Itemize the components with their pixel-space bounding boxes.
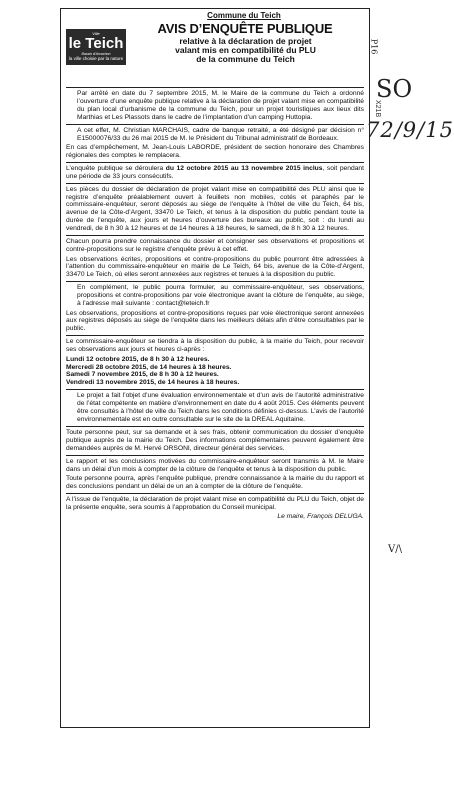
paragraph-electronic: Les observations, propositions et contre-propositions reçues par voie électronique seront annexées aux registres déposés au siège de l’enquête dans les meilleurs délais afin d’être consultables par le public. (66, 309, 364, 333)
logo-sub: Bassin d'Arcachon (81, 52, 111, 56)
logo-name: le Teich (68, 35, 124, 52)
paragraph-consultation-rapport: Toute personne pourra, après l’enquête publique, prendre connaissance à la mairie du du rapport et des conclusions pendant un délai de un an à compter de la clôture de l’enquête. (66, 475, 364, 490)
divider (66, 124, 364, 125)
handwritten-date: 72/9/15 (366, 118, 454, 142)
logo-tagline: la ville choisie par la nature (68, 56, 124, 61)
paragraph-arrete: Par arrêté en date du 7 septembre 2015, M. le Maire de la commune du Teich a ordonné l’ouverture d’une enquête publique relative à la déclaration de projet valant mise en compatibilité du plan local d’urbanisme de la commune du Teich, pour un projet touristiques aux lieux dits Marthias et Les Plassots dans le cadre de l’implantation d’un camping Huttopia. (77, 90, 364, 121)
paragraph-issue: A l’issue de l’enquête, la déclaration de projet valant mise en compatibilité du PLU du Teich, objet de la présente enquête, sera soumis à l’approbation du Conseil municipal. (66, 495, 364, 511)
page-code: P16 (369, 38, 379, 55)
notice-frame (60, 8, 370, 728)
subtitle-line: valant mis en compatibilité du PLU (175, 45, 316, 55)
vertical-reference: X21B (374, 100, 381, 118)
paragraph-observations: Les observations écrites, propositions et contre-propositions du public pourront être adressées à l’attention du commissaire-enquêteur en mairie de Le Teich, 64 bis, avenue de la Côte-d’Argent, 33470 Le Teich, où elles seront annexées aux registres et tenues à la disposition du public. (66, 255, 364, 279)
divider (66, 162, 364, 163)
commune-heading: Commune du Teich (207, 11, 281, 20)
notice-subtitle (143, 37, 348, 64)
divider (66, 455, 364, 456)
paragraph-empechement: En cas d’empêchement, M. Jean-Louis LABORDE, président de section honoraire des Chambres régionales des comptes le remplacera. (66, 144, 364, 159)
dates-period: du 12 octobre 2015 au 13 novembre 2015 inclus (165, 164, 323, 172)
subtitle-line: de la commune du Teich (196, 54, 295, 64)
paragraph-dates (66, 165, 364, 181)
notice-header (61, 9, 369, 81)
handwritten-mark: SO (376, 75, 413, 103)
divider (66, 493, 364, 494)
logo-ville: Ville (92, 31, 100, 36)
divider (66, 389, 364, 390)
divider (66, 281, 364, 282)
dates-pre: L’enquête publique se déroulera (66, 164, 166, 172)
subtitle-line: relative à la déclaration de projet (179, 36, 312, 46)
paragraph-communication: Toute personne peut, sur sa demande et à ses frais, obtenir communication du dossier d’enquête publique auprès de la mairie du Teich. Des informations complémentaires peuvent également être demandées auprès de M. Hervé ORSONI, directeur général des services. (66, 428, 364, 452)
paragraph-rapport: Le rapport et les conclusions motivées du commissaire-enquêteur seront transmis à M. le Maire dans un délai d’un mois à compter de la clôture de l’enquête et tenus à la disposition du public. (66, 457, 364, 473)
signature: Le maire, François DELUGA. (277, 513, 364, 521)
notice-body (66, 85, 364, 523)
permanence-schedule (66, 356, 364, 388)
schedule-item: Mercredi 28 octobre 2015, de 14 heures à 18 heures. (66, 363, 232, 371)
notice-title: AVIS D’ENQUÊTE PUBLIQUE (157, 21, 333, 36)
divider (66, 87, 364, 88)
divider (66, 235, 364, 236)
paragraph-permanences: Le commissaire-enquêteur se tiendra à la disposition du public, à la mairie du Teich, pour recevoir ses observations aux jours et heures ci-après : (66, 338, 364, 354)
divider (66, 183, 364, 184)
schedule-item: Lundi 12 octobre 2015, de 8 h 30 à 12 heures. (66, 355, 210, 363)
schedule-item: Vendredi 13 novembre 2015, de 14 heures à 18 heures. (66, 379, 240, 387)
le-teich-logo (66, 29, 126, 65)
paragraph-evaluation: Le projet a fait l’objet d’une évaluation environnementale et d’un avis de l’autorité administrative de l’état compétente en matière d’environnement en date du 4 août 2015. Ces éléments peuvent être consultés à l’hôtel de ville du Teich dans les conditions définies ci-dessus. L’avis de l’autorité environnementale est en outre consultable sur le site de la DREAL Aquitaine. (77, 392, 364, 423)
paragraph-consultation: Chacun pourra prendre connaissance du dossier et consigner ses observations et propositions et contre-propositions sur le registre d’enquête prévu à cet effet. (66, 238, 364, 253)
paragraph-pieces: Les pièces du dossier de déclaration de projet valant mise en compatibilité des PLU ainsi que le registre d’enquête préalablement ouvert à feuillets non mobiles, cotés et paraphés par le commissaire-enquêteur, seront déposés au siège de l’enquête à l’hôtel de ville du Teich, 64 bis, avenue de la Côte-d’Argent, 33470 Le Teich, et tenus à la disposition du public pendant toute la durée de l’enquête, aux jours et heures d’ouverture des bureaux au public, soit : du lundi au vendredi, de 8 h 30 à 12 heures et de 14 heures à 18 heures, le samedi, de 8 h 30 à 12 heures. (66, 185, 364, 233)
paragraph-commissaire: A cet effet, M. Christian MARCHAIS, cadre de banque retraité, a été désigné par décision n° E15000076/33 du 26 mai 2015 de M. le Président du Tribunal administratif de Bordeaux. (77, 126, 364, 142)
divider (66, 335, 364, 336)
paragraph-email: En complément, le public pourra formuler, au commissaire-enquêteur, ses observations, propositions et contre-propositions par voie électronique avant la clôture de l’enquête, au siège, à l’adresse mail suivante : contact@leteich.fr (77, 284, 364, 308)
margin-mark: V/\ (388, 544, 402, 555)
schedule-item: Samedi 7 novembre 2015, de 8 h 30 à 12 heures. (66, 371, 219, 379)
dates-post: , soit pendant une période de 33 jours consécutifs. (66, 164, 364, 180)
divider (66, 426, 364, 427)
